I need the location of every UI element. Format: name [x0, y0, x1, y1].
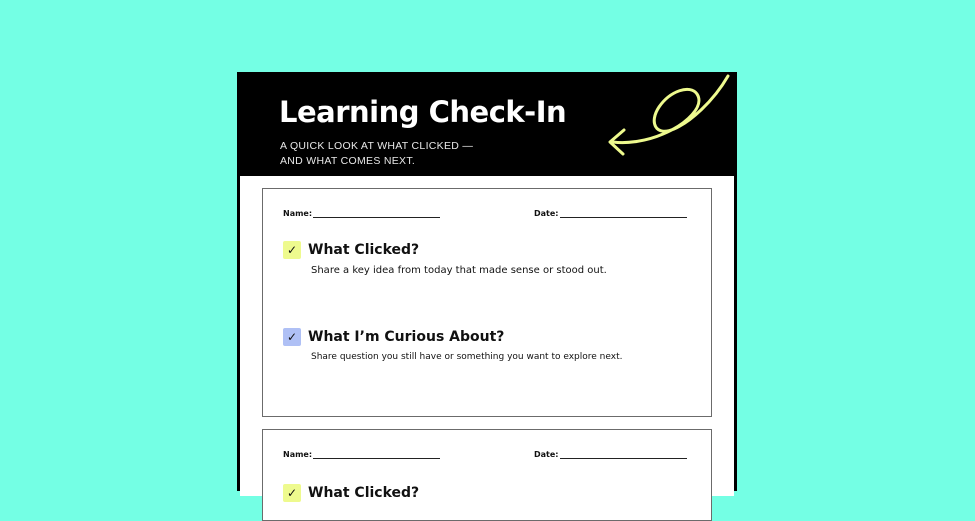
- subtitle-line-1: A QUICK LOOK AT WHAT CLICKED —: [280, 140, 474, 152]
- subtitle-line-2: AND WHAT COMES NEXT.: [280, 155, 416, 167]
- section-title: What I’m Curious About?: [308, 329, 505, 345]
- date-blank-line[interactable]: [560, 449, 687, 459]
- checkmark-icon: ✓: [283, 241, 301, 259]
- checkin-card-2: [262, 429, 712, 521]
- name-field[interactable]: [283, 208, 440, 218]
- checkin-card-1: [262, 188, 712, 417]
- name-label: Name:: [283, 450, 313, 459]
- curly-arrow-icon: [597, 72, 737, 176]
- worksheet-paper: [240, 176, 734, 501]
- name-date-row: [263, 208, 711, 222]
- page-subtitle: [280, 139, 473, 169]
- date-label: Date:: [534, 209, 559, 218]
- section-title: What Clicked?: [308, 242, 420, 258]
- date-label: Date:: [534, 450, 559, 459]
- checkmark-icon: ✓: [283, 484, 301, 502]
- date-field[interactable]: [534, 449, 687, 459]
- date-field[interactable]: [534, 208, 687, 218]
- name-label: Name:: [283, 209, 313, 218]
- checkmark-icon: ✓: [283, 328, 301, 346]
- worksheet-sheet: [237, 72, 737, 501]
- name-blank-line[interactable]: [313, 208, 440, 218]
- name-field[interactable]: [283, 449, 440, 459]
- page-title: Learning Check-In: [279, 95, 567, 129]
- header-banner: [237, 72, 737, 176]
- name-blank-line[interactable]: [313, 449, 440, 459]
- name-date-row: [263, 449, 711, 463]
- section-description: Share question you still have or something you want to explore next.: [311, 352, 623, 362]
- section-title: What Clicked?: [308, 485, 420, 501]
- section-description: Share a key idea from today that made sense or stood out.: [311, 265, 607, 276]
- date-blank-line[interactable]: [560, 208, 687, 218]
